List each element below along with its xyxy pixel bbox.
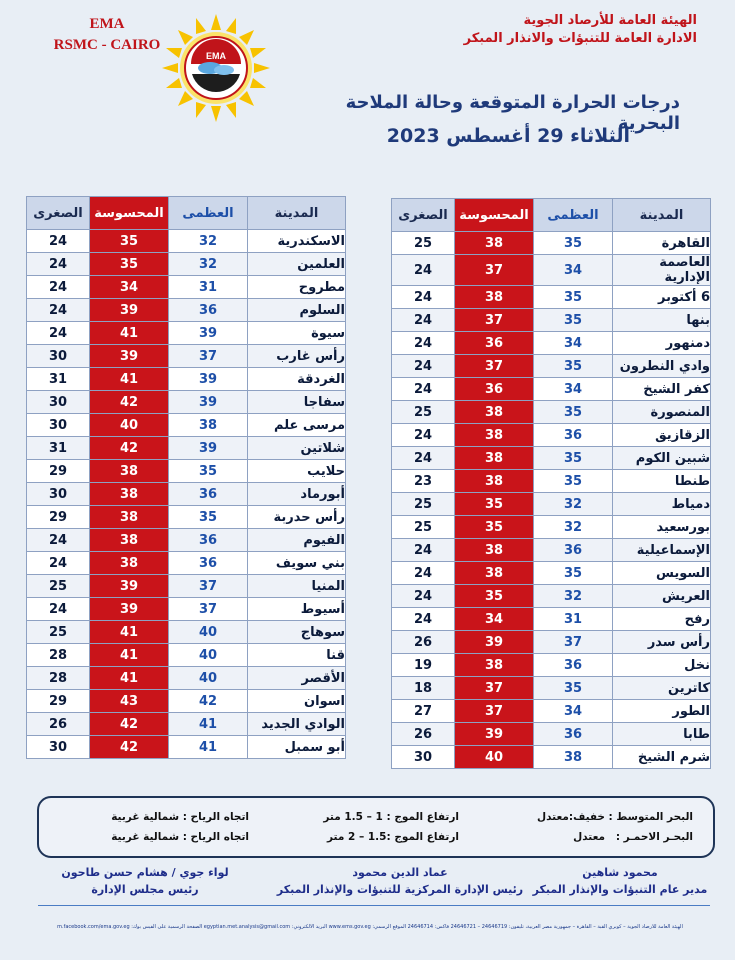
- max-temp-cell: 39: [169, 368, 248, 391]
- city-cell: رفح: [613, 608, 711, 631]
- min-temp-cell: 28: [27, 667, 90, 690]
- max-temp-cell: 35: [534, 470, 613, 493]
- table-row: [27, 322, 346, 345]
- feels-column-header: المحسوسة: [90, 197, 169, 230]
- table-row: [392, 232, 711, 255]
- max-temp-cell: 39: [169, 437, 248, 460]
- max-temp-cell: 35: [534, 401, 613, 424]
- table-row: [27, 598, 346, 621]
- feels-like-cell: 35: [455, 585, 534, 608]
- feels-like-cell: 37: [455, 355, 534, 378]
- feels-like-cell: 38: [455, 424, 534, 447]
- table-row: [27, 575, 346, 598]
- city-cell: العلمين: [248, 253, 346, 276]
- sea-state-box: [37, 796, 715, 858]
- min-temp-cell: 25: [392, 493, 455, 516]
- mediterranean-wave-height: ارتفاع الموج : 1 – 1.5 متر: [323, 811, 459, 823]
- city-cell: الإسماعيلية: [613, 539, 711, 562]
- min-temp-cell: 30: [27, 483, 90, 506]
- signature-title: رئيس مجلس الإدارة: [91, 883, 199, 896]
- table-row: [27, 345, 346, 368]
- max-temp-cell: 34: [534, 255, 613, 286]
- max-temp-cell: 36: [534, 723, 613, 746]
- max-temp-cell: 32: [169, 230, 248, 253]
- city-cell: وادي النطرون: [613, 355, 711, 378]
- mediterranean-state: خفيف:معتدل: [536, 811, 605, 823]
- city-cell: السلوم: [248, 299, 346, 322]
- min-temp-cell: 24: [392, 309, 455, 332]
- city-cell: دمنهور: [613, 332, 711, 355]
- feels-like-cell: 38: [90, 460, 169, 483]
- feels-like-cell: 39: [90, 299, 169, 322]
- city-cell: حلايب: [248, 460, 346, 483]
- forecast-date: الثلاثاء 29 أغسطس 2023: [386, 125, 630, 147]
- table-row: [392, 401, 711, 424]
- max-temp-cell: 34: [534, 378, 613, 401]
- min-temp-cell: 24: [392, 424, 455, 447]
- max-temp-cell: 40: [169, 644, 248, 667]
- city-cell: طابا: [613, 723, 711, 746]
- feels-like-cell: 41: [90, 667, 169, 690]
- feels-like-cell: 34: [455, 608, 534, 631]
- max-temp-cell: 37: [169, 575, 248, 598]
- table-row: [392, 516, 711, 539]
- table-row: [392, 700, 711, 723]
- max-temp-cell: 36: [169, 529, 248, 552]
- city-cell: رأس سدر: [613, 631, 711, 654]
- table-row: [392, 378, 711, 401]
- city-column-header: المدينة: [613, 199, 711, 232]
- city-cell: دمياط: [613, 493, 711, 516]
- feels-like-cell: 41: [90, 621, 169, 644]
- table-row: [27, 437, 346, 460]
- city-cell: شلاتين: [248, 437, 346, 460]
- table-row: [27, 368, 346, 391]
- feels-like-cell: 42: [90, 391, 169, 414]
- table-row: [27, 713, 346, 736]
- feels-like-cell: 36: [455, 378, 534, 401]
- table-row: [392, 654, 711, 677]
- min-temp-cell: 24: [392, 355, 455, 378]
- table-row: [27, 667, 346, 690]
- feels-like-cell: 36: [455, 332, 534, 355]
- city-cell: بنها: [613, 309, 711, 332]
- city-cell: الزقازيق: [613, 424, 711, 447]
- table-row: [392, 309, 711, 332]
- feels-like-cell: 38: [455, 447, 534, 470]
- min-temp-cell: 24: [27, 299, 90, 322]
- signature-name: محمود شاهين: [582, 866, 658, 879]
- red-sea-state: معتدل: [573, 831, 605, 843]
- min-column-header: الصغرى: [392, 199, 455, 232]
- signature-board-chairman: [40, 864, 250, 898]
- logo-text: EMA: [206, 51, 226, 61]
- min-temp-cell: 26: [392, 631, 455, 654]
- feels-like-cell: 37: [455, 677, 534, 700]
- table-row: [27, 299, 346, 322]
- max-temp-cell: 35: [534, 677, 613, 700]
- city-cell: كاترين: [613, 677, 711, 700]
- table-row: [27, 506, 346, 529]
- max-temp-cell: 32: [534, 585, 613, 608]
- city-cell: بورسعيد: [613, 516, 711, 539]
- min-temp-cell: 18: [392, 677, 455, 700]
- table-row: [392, 255, 711, 286]
- feels-like-cell: 38: [455, 401, 534, 424]
- min-temp-cell: 19: [392, 654, 455, 677]
- feels-like-cell: 38: [90, 529, 169, 552]
- feels-like-cell: 39: [455, 723, 534, 746]
- min-temp-cell: 29: [27, 460, 90, 483]
- table-row: [27, 644, 346, 667]
- min-temp-cell: 24: [392, 447, 455, 470]
- table-row: [27, 690, 346, 713]
- table-row: [392, 608, 711, 631]
- city-cell: رأس حدربة: [248, 506, 346, 529]
- min-column-header: الصغرى: [27, 197, 90, 230]
- city-cell: سفاجا: [248, 391, 346, 414]
- max-temp-cell: 32: [169, 253, 248, 276]
- min-temp-cell: 24: [392, 539, 455, 562]
- city-cell: الفيوم: [248, 529, 346, 552]
- feels-like-cell: 38: [90, 506, 169, 529]
- min-temp-cell: 24: [27, 276, 90, 299]
- feels-like-cell: 38: [455, 470, 534, 493]
- red-sea-wind-direction: اتجاه الرياح : شمالية غربية: [111, 831, 249, 843]
- min-temp-cell: 29: [27, 690, 90, 713]
- city-cell: اسوان: [248, 690, 346, 713]
- city-cell: مرسى علم: [248, 414, 346, 437]
- city-cell: الغردقة: [248, 368, 346, 391]
- feels-like-cell: 41: [90, 322, 169, 345]
- org-english-header: [52, 14, 162, 56]
- min-temp-cell: 24: [392, 255, 455, 286]
- table-row: [27, 736, 346, 759]
- footer-divider: [38, 905, 710, 906]
- min-temp-cell: 24: [27, 230, 90, 253]
- max-temp-cell: 35: [534, 562, 613, 585]
- feels-like-cell: 37: [455, 255, 534, 286]
- max-temp-cell: 31: [534, 608, 613, 631]
- table-row: [392, 447, 711, 470]
- feels-like-cell: 38: [455, 232, 534, 255]
- max-temp-cell: 35: [169, 506, 248, 529]
- min-temp-cell: 24: [392, 608, 455, 631]
- city-cell: السويس: [613, 562, 711, 585]
- left-city-table: [26, 196, 346, 759]
- min-temp-cell: 25: [27, 621, 90, 644]
- feels-like-cell: 38: [90, 483, 169, 506]
- feels-like-cell: 39: [90, 345, 169, 368]
- min-temp-cell: 24: [392, 286, 455, 309]
- min-temp-cell: 25: [392, 232, 455, 255]
- city-cell: الاسكندرية: [248, 230, 346, 253]
- city-cell: مطروح: [248, 276, 346, 299]
- max-column-header: العظمى: [534, 199, 613, 232]
- table-row: [27, 460, 346, 483]
- feels-like-cell: 39: [455, 631, 534, 654]
- table-row: [27, 391, 346, 414]
- table-header-row: [27, 197, 346, 230]
- min-temp-cell: 31: [27, 368, 90, 391]
- max-temp-cell: 39: [169, 391, 248, 414]
- feels-like-cell: 40: [455, 746, 534, 769]
- table-row: [392, 746, 711, 769]
- min-temp-cell: 25: [27, 575, 90, 598]
- feels-like-cell: 35: [90, 230, 169, 253]
- feels-like-cell: 37: [455, 309, 534, 332]
- city-cell: أبورماد: [248, 483, 346, 506]
- city-cell: الأقصر: [248, 667, 346, 690]
- table-row: [27, 621, 346, 644]
- feels-like-cell: 38: [455, 562, 534, 585]
- min-temp-cell: 30: [27, 736, 90, 759]
- max-temp-cell: 41: [169, 713, 248, 736]
- table-row: [392, 585, 711, 608]
- org-abbrev: EMA: [89, 16, 125, 32]
- max-temp-cell: 41: [169, 736, 248, 759]
- max-temp-cell: 39: [169, 322, 248, 345]
- feels-like-cell: 40: [90, 414, 169, 437]
- table-row: [392, 286, 711, 309]
- min-temp-cell: 24: [27, 552, 90, 575]
- table-row: [27, 483, 346, 506]
- min-temp-cell: 24: [27, 322, 90, 345]
- org-arabic-name: الهيئة العامة للأرصاد الجوية: [523, 13, 697, 28]
- table-row: [392, 355, 711, 378]
- feels-like-cell: 34: [90, 276, 169, 299]
- ema-logo-icon: [160, 14, 272, 126]
- max-temp-cell: 38: [534, 746, 613, 769]
- city-cell: كفر الشيخ: [613, 378, 711, 401]
- feels-like-cell: 42: [90, 437, 169, 460]
- city-cell: العاصمة الإدارية: [613, 255, 711, 286]
- city-cell: الطور: [613, 700, 711, 723]
- table-row: [27, 253, 346, 276]
- signature-title: مدير عام التنبؤات والإنذار المبكر: [532, 883, 708, 896]
- min-temp-cell: 30: [27, 345, 90, 368]
- signature-name: عماد الدين محمود: [352, 866, 448, 879]
- min-temp-cell: 30: [392, 746, 455, 769]
- table-row: [27, 276, 346, 299]
- footer-contact-info: الهيئة العامة للأرصاد الجوية – كوبري القبة – القاهرة – جمهورية مصر العربية، تليفون: 24646719 – 24646721 فاكس: 24646714 الموقع الرسمي: www.ems.gov.eg البريد الالكتروني: egyptian.met.analysis@gmail.com الصفحة الرسمية على الفيس بوك: m.facebook.com/ema.gov.eg: [57, 924, 683, 930]
- feels-like-cell: 38: [90, 552, 169, 575]
- max-temp-cell: 35: [534, 286, 613, 309]
- max-temp-cell: 36: [534, 539, 613, 562]
- feels-like-cell: 35: [455, 516, 534, 539]
- red-sea-wave-height: ارتفاع الموج :1.5 – 2 متر: [327, 831, 459, 843]
- max-temp-cell: 31: [169, 276, 248, 299]
- min-temp-cell: 27: [392, 700, 455, 723]
- max-temp-cell: 35: [534, 447, 613, 470]
- city-cell: سيوة: [248, 322, 346, 345]
- signature-title: رئيس الإدارة المركزية للتنبؤات والإنذار المبكر: [276, 883, 524, 896]
- min-temp-cell: 26: [27, 713, 90, 736]
- table-row: [392, 723, 711, 746]
- min-temp-cell: 24: [27, 598, 90, 621]
- max-temp-cell: 37: [534, 631, 613, 654]
- city-cell: شبين الكوم: [613, 447, 711, 470]
- table-header-row: [392, 199, 711, 232]
- table-row: [392, 332, 711, 355]
- max-temp-cell: 35: [534, 309, 613, 332]
- min-temp-cell: 26: [392, 723, 455, 746]
- feels-like-cell: 35: [90, 253, 169, 276]
- min-temp-cell: 24: [392, 332, 455, 355]
- red-sea-label: البحـر الاحمـر :: [615, 831, 693, 843]
- max-temp-cell: 40: [169, 621, 248, 644]
- min-temp-cell: 24: [27, 529, 90, 552]
- city-column-header: المدينة: [248, 197, 346, 230]
- feels-like-cell: 41: [90, 644, 169, 667]
- table-row: [392, 562, 711, 585]
- min-temp-cell: 24: [392, 378, 455, 401]
- table-row: [392, 493, 711, 516]
- table-row: [392, 539, 711, 562]
- max-temp-cell: 42: [169, 690, 248, 713]
- mediterranean-wind-direction: اتجاه الرياح : شمالية غربية: [111, 811, 249, 823]
- city-cell: 6 أكتوبر: [613, 286, 711, 309]
- max-temp-cell: 34: [534, 700, 613, 723]
- table-row: [27, 414, 346, 437]
- signature-forecast-director: [530, 864, 710, 898]
- max-temp-cell: 36: [534, 654, 613, 677]
- city-cell: القاهرة: [613, 232, 711, 255]
- city-cell: قنا: [248, 644, 346, 667]
- org-center-name: RSMC - CAIRO: [53, 37, 161, 53]
- org-arabic-header: [437, 12, 697, 48]
- min-temp-cell: 30: [27, 414, 90, 437]
- max-temp-cell: 37: [169, 345, 248, 368]
- max-temp-cell: 36: [169, 299, 248, 322]
- mediterranean-label: البحر المتوسط :: [608, 811, 693, 823]
- max-temp-cell: 36: [534, 424, 613, 447]
- min-temp-cell: 24: [27, 253, 90, 276]
- city-cell: الوادي الجديد: [248, 713, 346, 736]
- org-arabic-department: الادارة العامة للتنبؤات والانذار المبكر: [463, 31, 697, 46]
- signature-name: لواء جوي / هشام حسن طاحون: [61, 866, 229, 879]
- table-row: [27, 230, 346, 253]
- signature-central-admin-head: [260, 864, 540, 898]
- table-row: [27, 552, 346, 575]
- max-temp-cell: 36: [169, 483, 248, 506]
- feels-like-cell: 38: [455, 654, 534, 677]
- feels-like-cell: 35: [455, 493, 534, 516]
- min-temp-cell: 31: [27, 437, 90, 460]
- feels-column-header: المحسوسة: [455, 199, 534, 232]
- max-temp-cell: 37: [169, 598, 248, 621]
- feels-like-cell: 38: [455, 539, 534, 562]
- feels-like-cell: 42: [90, 736, 169, 759]
- max-column-header: العظمى: [169, 197, 248, 230]
- max-temp-cell: 32: [534, 493, 613, 516]
- max-temp-cell: 36: [169, 552, 248, 575]
- city-cell: سوهاج: [248, 621, 346, 644]
- max-temp-cell: 35: [534, 232, 613, 255]
- max-temp-cell: 32: [534, 516, 613, 539]
- feels-like-cell: 43: [90, 690, 169, 713]
- min-temp-cell: 24: [392, 562, 455, 585]
- min-temp-cell: 30: [27, 391, 90, 414]
- feels-like-cell: 39: [90, 575, 169, 598]
- city-cell: نخل: [613, 654, 711, 677]
- city-cell: أبو سمبل: [248, 736, 346, 759]
- feels-like-cell: 38: [455, 286, 534, 309]
- city-cell: بني سويف: [248, 552, 346, 575]
- city-cell: رأس غارب: [248, 345, 346, 368]
- city-cell: العريش: [613, 585, 711, 608]
- page-title: درجات الحرارة المتوقعة وحالة الملاحة البحرية: [345, 92, 680, 134]
- min-temp-cell: 23: [392, 470, 455, 493]
- right-city-table: [391, 198, 711, 769]
- min-temp-cell: 25: [392, 516, 455, 539]
- city-cell: المنصورة: [613, 401, 711, 424]
- max-temp-cell: 35: [169, 460, 248, 483]
- max-temp-cell: 40: [169, 667, 248, 690]
- min-temp-cell: 24: [392, 585, 455, 608]
- table-row: [27, 529, 346, 552]
- feels-like-cell: 42: [90, 713, 169, 736]
- table-row: [392, 470, 711, 493]
- table-row: [392, 631, 711, 654]
- table-row: [392, 677, 711, 700]
- feels-like-cell: 41: [90, 368, 169, 391]
- city-cell: المنيا: [248, 575, 346, 598]
- city-cell: طنطا: [613, 470, 711, 493]
- table-row: [392, 424, 711, 447]
- min-temp-cell: 28: [27, 644, 90, 667]
- max-temp-cell: 35: [534, 355, 613, 378]
- min-temp-cell: 25: [392, 401, 455, 424]
- feels-like-cell: 39: [90, 598, 169, 621]
- min-temp-cell: 29: [27, 506, 90, 529]
- feels-like-cell: 37: [455, 700, 534, 723]
- max-temp-cell: 34: [534, 332, 613, 355]
- city-cell: أسيوط: [248, 598, 346, 621]
- max-temp-cell: 38: [169, 414, 248, 437]
- city-cell: شرم الشيخ: [613, 746, 711, 769]
